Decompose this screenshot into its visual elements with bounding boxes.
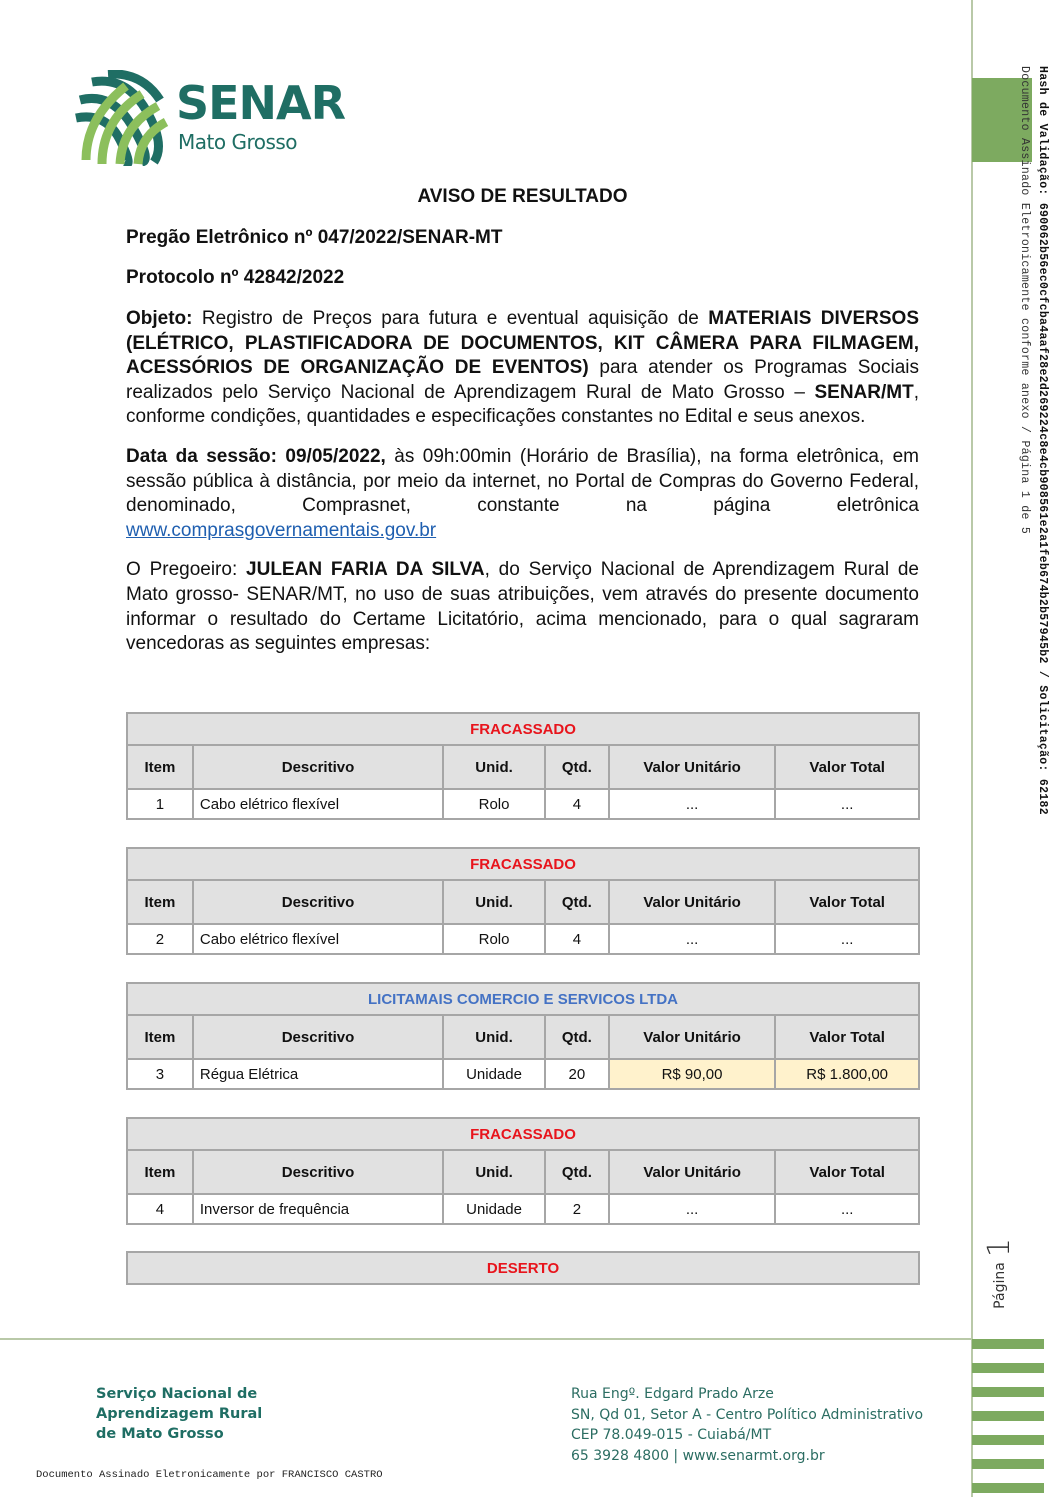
header-qtd: Qtd. (545, 745, 609, 789)
table-caption: FRACASSADO (127, 713, 919, 745)
stripe (972, 1363, 1044, 1373)
stripe (972, 1459, 1044, 1469)
stripe (972, 1435, 1044, 1445)
header-unid: Unid. (443, 745, 545, 789)
signature-note: Documento Assinado Eletronicamente conforme anexo / Página 1 de 5 (1018, 66, 1031, 535)
footer-divider (0, 1338, 972, 1340)
page-number (982, 1238, 1017, 1309)
table-caption: DESERTO (127, 1252, 919, 1284)
header-descritivo: Descritivo (193, 1015, 443, 1059)
logo-subtitle: Mato Grosso (178, 130, 298, 154)
objeto-text: para atender os Programas Sociais realizados pelo Serviço Nacional de Aprendizagem Rural de Mato Grosso – (126, 357, 919, 403)
header-item: Item (127, 1150, 193, 1194)
header-valor-total: Valor Total (775, 1015, 919, 1059)
header-valor-total: Valor Total (775, 1150, 919, 1194)
table-caption: FRACASSADO (127, 1118, 919, 1150)
cell-valor-unitario: ... (609, 789, 776, 819)
header-qtd: Qtd. (545, 1015, 609, 1059)
header-qtd: Qtd. (545, 880, 609, 924)
cell-item: 2 (127, 924, 193, 954)
stripe (972, 1339, 1044, 1349)
cell-descritivo: Inversor de frequência (193, 1194, 443, 1224)
result-table-2 (126, 847, 920, 955)
protocol-number: Protocolo nº 42842/2022 (126, 267, 345, 288)
objeto-text: Registro de Preços para futura e eventual aquisição de (192, 308, 709, 329)
header-unid: Unid. (443, 1015, 545, 1059)
header-valor-total: Valor Total (775, 880, 919, 924)
header-valor-unitario: Valor Unitário (609, 1015, 776, 1059)
header-valor-unitario: Valor Unitário (609, 1150, 776, 1194)
result-table (126, 1251, 920, 1285)
cell-valor-total: ... (775, 924, 919, 954)
signed-by: Documento Assinado Eletronicamente por FRANCISCO CASTRO (36, 1469, 383, 1481)
page-label: Página (992, 1262, 1008, 1309)
cell-valor-unitario: ... (609, 924, 776, 954)
cell-valor-unitario: R$ 90,00 (609, 1059, 776, 1089)
pregoeiro-text: , do Serviço Nacional de Aprendizagem Rural de Mato grosso- SENAR/MT, no uso de suas atribuições, vem através do presente documento informar o resultado do Certame Licitatório, acima mencionado, para o qual sagraram vencedoras as seguintes empresas: (126, 559, 919, 655)
sessao-paragraph (126, 445, 919, 543)
pregoeiro-text: O Pregoeiro: (126, 559, 247, 581)
document-body (126, 186, 919, 672)
cell-valor-unitario: ... (609, 1194, 776, 1224)
header-unid: Unid. (443, 1150, 545, 1194)
comprasnet-link[interactable]: www.comprasgovernamentais.gov.br (126, 519, 437, 541)
stripe (972, 1483, 1044, 1493)
header-valor-unitario: Valor Unitário (609, 745, 776, 789)
cell-qtd: 20 (545, 1059, 609, 1089)
footer-org-line: Aprendizagem Rural (96, 1406, 263, 1422)
header-valor-unitario: Valor Unitário (609, 880, 776, 924)
header-item: Item (127, 1015, 193, 1059)
header-descritivo: Descritivo (193, 745, 443, 789)
cell-item: 3 (127, 1059, 193, 1089)
header-unid: Unid. (443, 880, 545, 924)
footer-stripes (972, 1339, 1044, 1497)
cell-unid: Rolo (443, 789, 545, 819)
header-item: Item (127, 745, 193, 789)
sessao-label: Data da sessão: 09/05/2022, (126, 445, 386, 467)
footer-address (571, 1384, 923, 1466)
sessao-text: às 09h:00min (Horário de Brasília), na forma eletrônica, em sessão pública à distância, por meio da internet, no Portal de Compras do Governo Federal, denominado, Comprasnet, constante na página eletrônica (126, 445, 919, 517)
result-table (126, 982, 920, 1090)
table-row (127, 1194, 919, 1224)
right-margin-line (971, 0, 973, 1497)
stripe (972, 1387, 1044, 1397)
cell-valor-total: R$ 1.800,00 (775, 1059, 919, 1089)
result-table (126, 847, 920, 955)
cell-item: 4 (127, 1194, 193, 1224)
senar-logo (72, 70, 362, 170)
result-table (126, 712, 920, 820)
cell-valor-total: ... (775, 789, 919, 819)
footer-org-line: de Mato Grosso (96, 1426, 224, 1442)
header-item: Item (127, 880, 193, 924)
result-table-4 (126, 1117, 920, 1225)
table-row (127, 789, 919, 819)
cell-valor-total: ... (775, 1194, 919, 1224)
result-table-5 (126, 1251, 920, 1285)
page-value: 1 (982, 1238, 1017, 1258)
footer-address-line: Rua Engº. Edgard Prado Arze (571, 1386, 774, 1402)
cell-unid: Unidade (443, 1059, 545, 1089)
pregoeiro-paragraph (126, 558, 919, 656)
validation-hash: Hash de Validação: 690062b56ec0cfcba4aaf28e2d269224c8e4cb908561e2a1feb674b2b57945b2 / Solicitação: 62182 (1036, 66, 1049, 815)
footer-org-line: Serviço Nacional de (96, 1386, 258, 1402)
table-caption: FRACASSADO (127, 848, 919, 880)
objeto-paragraph (126, 307, 919, 430)
objeto-text: , conforme condições, quantidades e especificações constantes no Edital e seus anexos. (126, 381, 919, 428)
stripe (972, 1411, 1044, 1421)
header-qtd: Qtd. (545, 1150, 609, 1194)
cell-descritivo: Régua Elétrica (193, 1059, 443, 1089)
cell-qtd: 4 (545, 789, 609, 819)
winner-company: LICITAMAIS COMERCIO E SERVICOS LTDA (127, 983, 919, 1015)
objeto-org: SENAR/MT (814, 381, 914, 403)
header-valor-total: Valor Total (775, 745, 919, 789)
header-descritivo: Descritivo (193, 880, 443, 924)
cell-descritivo: Cabo elétrico flexível (193, 789, 443, 819)
result-table-1 (126, 712, 920, 820)
cell-descritivo: Cabo elétrico flexível (193, 924, 443, 954)
footer-address-line: SN, Qd 01, Setor A - Centro Político Administrativo (571, 1406, 924, 1423)
cell-qtd: 4 (545, 924, 609, 954)
pregoeiro-name: JULEAN FARIA DA SILVA (246, 559, 485, 581)
cell-unid: Rolo (443, 924, 545, 954)
logo-title: SENAR (176, 76, 346, 130)
cell-item: 1 (127, 789, 193, 819)
table-row (127, 1059, 919, 1089)
senar-leaf-icon (72, 70, 172, 166)
objeto-label: Objeto: (126, 308, 193, 329)
document-title: AVISO DE RESULTADO (417, 186, 628, 207)
table-row (127, 924, 919, 954)
cell-qtd: 2 (545, 1194, 609, 1224)
footer-org (96, 1384, 262, 1444)
footer-address-line: 65 3928 4800 | www.senarmt.org.br (571, 1447, 825, 1464)
cell-unid: Unidade (443, 1194, 545, 1224)
result-table-3 (126, 982, 920, 1090)
footer-address-line: CEP 78.049-015 - Cuiabá/MT (571, 1427, 772, 1443)
header-descritivo: Descritivo (193, 1150, 443, 1194)
pregao-number: Pregão Eletrônico nº 047/2022/SENAR-MT (126, 227, 503, 248)
result-table (126, 1117, 920, 1225)
objeto-items: MATERIAIS DIVERSOS (ELÉTRICO, PLASTIFICADORA DE DOCUMENTOS, KIT CÂMERA PARA FILMAGEM, ACESSÓRIOS DE ORGANIZAÇÃO DE EVENTOS) (126, 308, 919, 379)
